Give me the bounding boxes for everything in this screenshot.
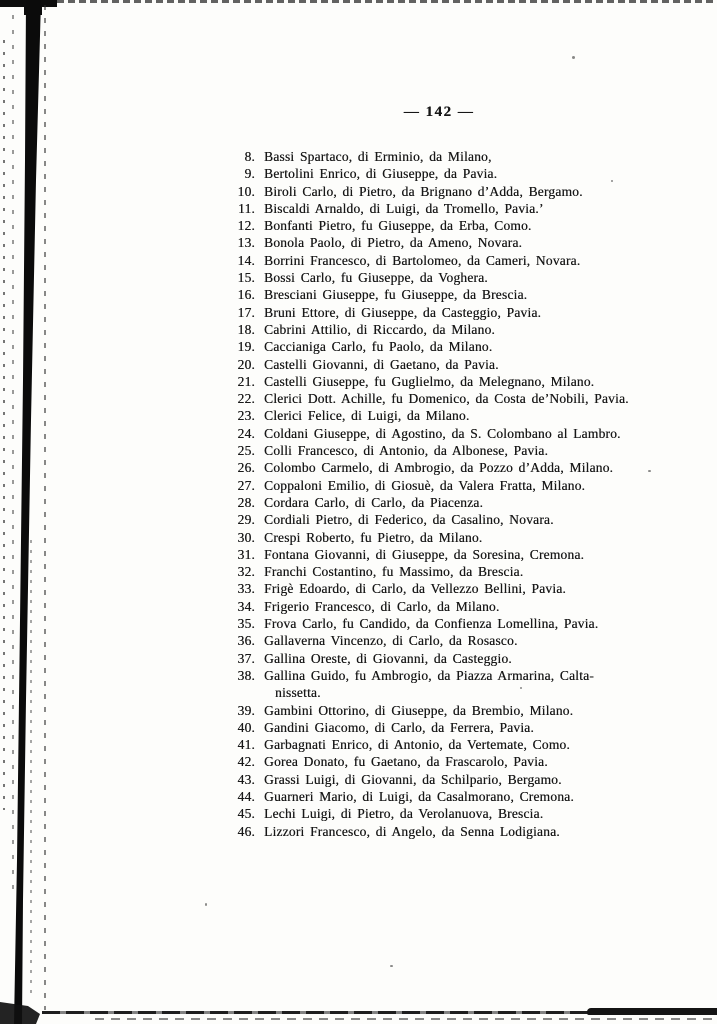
entry-line: Franchi Costantino, fu Massimo, da Brescia. [264, 564, 524, 580]
roster-entry [227, 580, 651, 597]
top-edge-dashed-line [57, 0, 717, 3]
entry-text [264, 529, 482, 546]
entry-number: 30. [237, 529, 255, 545]
roster-entry [227, 442, 651, 459]
entry-line: Coldani Giuseppe, di Agostino, da S. Colombano al Lambro. [264, 425, 621, 441]
entry-line: Lizzori Francesco, di Angelo, da Senna Lodigiana. [264, 823, 560, 839]
roster-entry [227, 753, 651, 770]
entry-text [264, 286, 527, 303]
entry-text [264, 511, 554, 528]
roster-entry [227, 459, 651, 476]
entry-line: Bonfanti Pietro, fu Giuseppe, da Erba, Como. [264, 218, 532, 234]
bottom-right-ink-thickening [587, 1008, 717, 1015]
entry-text [264, 356, 499, 373]
entry-number: 27. [237, 477, 255, 493]
entry-text [264, 321, 495, 338]
entry-line: Gallina Oreste, di Giovanni, da Casteggio. [264, 650, 512, 666]
page-number: — 142 — [403, 104, 475, 120]
entry-text [264, 805, 543, 822]
roster-entry [227, 546, 651, 563]
entry-line: Castelli Giuseppe, fu Guglielmo, da Melegnano, Milano. [264, 373, 595, 389]
entry-text [264, 252, 580, 269]
entry-text [264, 390, 629, 407]
entry-text [264, 736, 570, 753]
entry-line: Bresciani Giuseppe, fu Giuseppe, da Brescia. [264, 287, 528, 303]
entry-number: 44. [237, 788, 255, 804]
roster-entry [227, 477, 651, 494]
roster-entry [227, 286, 651, 303]
entry-text [264, 304, 541, 321]
roster-entry [227, 304, 651, 321]
roster-entry [227, 771, 651, 788]
entry-text [264, 598, 499, 615]
entry-line: Gallina Guido, fu Ambrogio, da Piazza Armarina, Calta- [264, 667, 594, 683]
entry-line: Biroli Carlo, di Pietro, da Brignano d’Adda, Bergamo. [264, 183, 583, 199]
entry-number: 8. [244, 149, 255, 164]
entry-line: Cordiali Pietro, di Federico, da Casalino, Novara. [264, 512, 554, 528]
roster-entry [227, 511, 651, 528]
entry-number: 18. [237, 321, 255, 337]
scan-speckle-column [44, 5, 46, 1010]
entry-number: 11. [238, 200, 255, 216]
roster-entry [227, 736, 651, 753]
entry-number: 19. [237, 339, 255, 355]
entry-number: 39. [237, 702, 255, 718]
entry-number: 40. [237, 719, 255, 735]
entry-line: Cabrini Attilio, di Riccardo, da Milano. [264, 321, 495, 337]
entry-line: Gorea Donato, fu Gaetano, da Frascarolo, Pavia. [264, 754, 548, 770]
entry-text [264, 788, 574, 805]
ink-speck [390, 965, 393, 967]
entry-line: Gambini Ottorino, di Giuseppe, da Brembio, Milano. [264, 702, 574, 718]
entry-number: 12. [237, 218, 255, 234]
entry-number: 31. [237, 546, 255, 562]
entry-text [264, 217, 532, 234]
entry-number: 26. [237, 460, 255, 476]
entry-line: Frigerio Francesco, di Carlo, da Milano. [264, 598, 500, 614]
entry-number: 45. [237, 806, 255, 822]
entry-number: 37. [237, 650, 255, 666]
entry-number: 38. [237, 667, 255, 683]
entry-text [264, 580, 566, 597]
roster-entry [227, 148, 651, 165]
entry-number: 33. [237, 581, 255, 597]
entry-number: 41. [237, 737, 255, 753]
entry-line: Lechi Luigi, di Pietro, da Verolanuova, Brescia. [264, 806, 544, 822]
entry-line: Clerici Felice, di Luigi, da Milano. [264, 408, 470, 424]
roster-entry [227, 805, 651, 822]
entry-number: 13. [237, 235, 255, 251]
entry-line: Guarneri Mario, di Luigi, da Casalmorano, Cremona. [264, 788, 574, 804]
roster-entry [227, 425, 651, 442]
entry-number: 28. [237, 494, 255, 510]
entry-text [264, 165, 497, 182]
roster-entry [227, 217, 651, 234]
roster-entry [227, 788, 651, 805]
entry-text [264, 615, 598, 632]
entry-number: 10. [237, 183, 255, 199]
entry-text [264, 459, 613, 476]
entry-text [264, 667, 594, 702]
entry-number: 35. [237, 616, 255, 632]
roster-entry [227, 650, 651, 667]
scan-speckle-column [3, 40, 5, 810]
entry-text [264, 269, 488, 286]
ink-speck [572, 56, 575, 59]
entry-number: 20. [237, 356, 255, 372]
entry-line: Colombo Carmelo, di Ambrogio, da Pozzo d’Adda, Milano. [264, 460, 614, 476]
entry-number: 22. [237, 391, 255, 407]
scan-speckle-column [12, 15, 14, 895]
entry-text [264, 183, 583, 200]
entry-line: Bertolini Enrico, di Giuseppe, da Pavia. [264, 166, 498, 182]
entry-text [264, 373, 594, 390]
entry-number: 43. [237, 771, 255, 787]
entry-text [264, 650, 512, 667]
entry-line: Cordara Carlo, di Carlo, da Piacenza. [264, 494, 484, 510]
entry-text [264, 632, 518, 649]
entry-number: 42. [237, 754, 255, 770]
entry-line: Caccianiga Carlo, fu Paolo, da Milano. [264, 339, 493, 355]
entry-number: 34. [237, 598, 255, 614]
roster-entry [227, 702, 651, 719]
entry-text [264, 719, 534, 736]
entry-text [264, 407, 469, 424]
roster-entry [227, 356, 651, 373]
entry-line: Clerici Dott. Achille, fu Domenico, da Costa de’Nobili, Pavia. [264, 391, 629, 407]
entry-number: 9. [244, 166, 255, 182]
roster-entry [227, 252, 651, 269]
entry-number: 36. [237, 633, 255, 649]
entry-text [264, 442, 548, 459]
roster-entry [227, 632, 651, 649]
roster-entry [227, 321, 651, 338]
entry-number: 32. [237, 564, 255, 580]
roster-entry [227, 494, 651, 511]
entry-line: Borrini Francesco, di Bartolomeo, da Cameri, Novara. [264, 252, 581, 268]
entry-number: 23. [237, 408, 255, 424]
entry-number: 15. [237, 270, 255, 286]
entry-line: Castelli Giovanni, di Gaetano, da Pavia. [264, 356, 499, 372]
entry-line: Bruni Ettore, di Giuseppe, da Casteggio, Pavia. [264, 304, 542, 320]
entry-number: 25. [237, 443, 255, 459]
roster-entry [227, 269, 651, 286]
bottom-scan-line-faint [95, 1018, 717, 1020]
roster-entry [227, 338, 651, 355]
entry-line-continuation: nissetta. [275, 685, 321, 701]
roster-entry [227, 234, 651, 251]
entry-text [264, 148, 492, 165]
entry-line: Colli Francesco, di Antonio, da Albonese, Pavia. [264, 443, 549, 459]
entry-number: 21. [237, 373, 255, 389]
roster-entry [227, 373, 651, 390]
entry-line: Frova Carlo, fu Candido, da Confienza Lomellina, Pavia. [264, 616, 599, 632]
ink-speck [205, 903, 207, 906]
entry-text [264, 200, 544, 217]
entry-text [264, 234, 522, 251]
entry-text [264, 771, 562, 788]
entry-number: 14. [237, 252, 255, 268]
roster-entry [227, 165, 651, 182]
entry-text [264, 753, 548, 770]
name-roster-list [227, 148, 651, 840]
entry-line: Garbagnati Enrico, di Antonio, da Vertemate, Como. [264, 737, 570, 753]
page-content [227, 104, 651, 840]
roster-entry [227, 529, 651, 546]
entry-line: Biscaldi Arnaldo, di Luigi, da Tromello, Pavia.’ [264, 200, 544, 216]
entry-text [264, 477, 585, 494]
roster-entry [227, 667, 651, 702]
entry-text [264, 546, 584, 563]
entry-line: Bassi Spartaco, di Erminio, da Milano, [264, 149, 492, 164]
roster-entry [227, 598, 651, 615]
roster-entry [227, 823, 651, 840]
roster-entry [227, 183, 651, 200]
roster-entry [227, 390, 651, 407]
entry-text [264, 425, 621, 442]
entry-line: Coppaloni Emilio, di Giosuè, da Valera Fratta, Milano. [264, 477, 586, 493]
entry-number: 24. [237, 425, 255, 441]
entry-line: Bossi Carlo, fu Giuseppe, da Voghera. [264, 270, 488, 286]
entry-text [264, 823, 560, 840]
roster-entry [227, 200, 651, 217]
entry-line: Crespi Roberto, fu Pietro, da Milano. [264, 529, 483, 545]
entry-line: Grassi Luigi, di Giovanni, da Schilpario, Bergamo. [264, 771, 562, 787]
roster-entry [227, 563, 651, 580]
entry-text [264, 702, 573, 719]
entry-text [264, 338, 492, 355]
entry-line: Gandini Giacomo, di Carlo, da Ferrera, Pavia. [264, 719, 534, 735]
scan-speckle-column [30, 540, 32, 1000]
entry-line: Fontana Giovanni, di Giuseppe, da Soresina, Cremona. [264, 546, 585, 562]
entry-number: 16. [237, 287, 255, 303]
roster-entry [227, 719, 651, 736]
entry-number: 17. [237, 304, 255, 320]
entry-line: Bonola Paolo, di Pietro, da Ameno, Novara. [264, 235, 523, 251]
entry-text [264, 563, 523, 580]
entry-line: Frigè Edoardo, di Carlo, da Vellezzo Bellini, Pavia. [264, 581, 566, 597]
entry-number: 29. [237, 512, 255, 528]
entry-line: Gallaverna Vincenzo, di Carlo, da Rosasco. [264, 633, 518, 649]
entry-text [264, 494, 483, 511]
roster-entry [227, 615, 651, 632]
roster-entry [227, 407, 651, 424]
entry-number: 46. [237, 823, 255, 839]
